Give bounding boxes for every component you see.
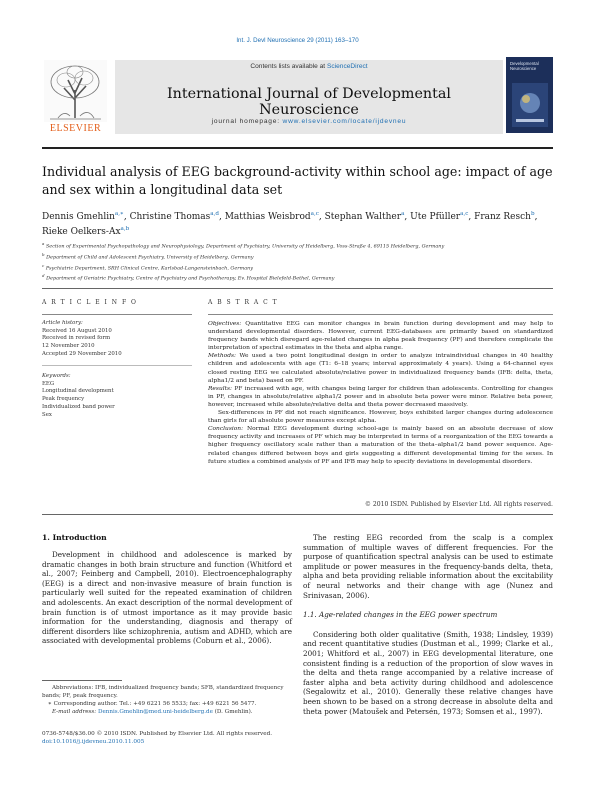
keywords-label: Keywords: xyxy=(42,373,71,379)
issn-line: 0736-5748/$36.00 © 2010 ISDN. Published by Elsevier Ltd. All rights reserved. xyxy=(42,731,273,737)
author[interactable]: Rieke Oelkers-Ax$^{a,b}$ xyxy=(42,226,130,237)
info-divider xyxy=(42,365,192,366)
email-link[interactable]: Dennis.Gmehlin@med.uni-heidelberg.de xyxy=(97,709,213,715)
right-column xyxy=(303,533,553,716)
author[interactable]: Dennis Gmehlin$^{a,∗}$ xyxy=(42,211,124,222)
abstract-results: Results: PF increased with age, with changes being larger for children than adolescents. Controlling for changes in PF, changes in absolute/relative alpha1/2 power and in absolute beta power were minor. Relative beta power, however, increased while absolute/relative delta and theta power decreased massively. xyxy=(208,385,553,408)
subsection-heading: 1.1. Age-related changes in the EEG power spectrum xyxy=(303,610,498,620)
journal-citation[interactable]: Int. J. Devl Neuroscience 29 (2011) 163–170 xyxy=(236,37,359,44)
keyword: Sex xyxy=(42,411,52,418)
abstract-objectives: Objectives: Quantitative EEG can monitor changes in brain function during development and may help to understand developmental disorders. However, current EEG-databases are primarily based on standardized frequency bands which disregard age-related changes in alpha peak frequency (PF) and therefore complicate the interpretation of spectral estimates in the theta and alpha range. xyxy=(208,321,553,352)
journal-cover-thumbnail[interactable] xyxy=(506,57,553,133)
author-list: Dennis Gmehlin$^{a,∗}$, Christine Thomas$^{a,d}$, Matthias Weisbrod$^{a,c}$, Stephan Walther$^a$, Ute Pfüller$^{a,c}$, Franz Resch$^b$, Rieke Oelkers-Ax$^{a,b}$ xyxy=(42,211,538,237)
history-item: Accepted 29 November 2010 xyxy=(42,350,122,357)
abstract-results-continued: Sex-differences in PF did not reach significance. However, boys exhibited larger changes during adolescence than girls for all absolute power measures except alpha. xyxy=(208,410,553,425)
doi-link[interactable]: doi:10.1016/j.ijdevneu.2010.11.005 xyxy=(42,739,145,745)
abstract-bottom-rule xyxy=(42,514,553,515)
resting-eeg-paragraph: The resting EEG recorded from the scalp is a complex summation of multiple waves of different frequencies. For the purpose of quantification spectral analysis can be used to estimate amplitude or power measures in the frequency-bands delta, theta, alpha and beta providing reliable information about the excitability of neural networks and their change with age (Nunez and Srinivasan, 2006). xyxy=(303,533,553,600)
history-item: 12 November 2010 xyxy=(42,343,95,350)
affiliation: $^a$ Section of Experimental Psychopathology and Neurophysiology, Department of Psychiatry, University of Heidelberg, Voss-Straße 4, 69115 Heidelberg, Germany xyxy=(42,241,445,250)
info-rule xyxy=(42,314,192,315)
keyword: Peak frequency xyxy=(42,396,85,403)
footnotes xyxy=(42,684,294,716)
contents-line xyxy=(115,63,503,70)
author[interactable]: Matthias Weisbrod$^{a,c}$ xyxy=(224,211,319,222)
sciencedirect-link[interactable]: ScienceDirect xyxy=(326,63,368,70)
contents-prefix: Contents lists available at xyxy=(250,63,327,70)
keyword: EEG xyxy=(42,380,55,387)
author[interactable]: Stephan Walther$^a$ xyxy=(324,211,405,222)
author[interactable]: Christine Thomas$^{a,d}$ xyxy=(129,211,219,222)
power-spectrum-paragraph: Considering both older qualitative (Smith, 1938; Lindsley, 1939) and recent quantitative studies (Dustman et al., 1999; Clarke et al., 2001; Whitford et al., 2007) in EEG developmental literature, one consistent finding is a reduction of the proportion of slow waves in the delta and theta range accompanied by a relative increase of faster alpha and beta activity during childhood and adolescence (Segalowitz et al., 2010). Generally these relative changes have been shown to be based on a strong decrease in absolute delta and theta power (Matoušek and Petersén, 1973; Somsen et al., 1997). xyxy=(303,629,553,716)
cover-image xyxy=(512,83,548,127)
affiliation: $^d$ Department of Geriatric Psychiatry, Centre of Psychiatry and Psychotherapy, Ev. Hospital Bielefeld-Bethel, Germany xyxy=(42,273,335,283)
homepage-prefix: journal homepage: xyxy=(211,118,283,125)
article-info-heading: A R T I C L E I N F O xyxy=(42,299,138,306)
cover-title: Developmental Neuroscience xyxy=(510,61,539,71)
affiliation: $^c$ Psychiatric Department, SRH Clinical Centre, Karlsbad-Langensteinbach, Germany xyxy=(42,262,254,272)
history-item: Received in revised form xyxy=(42,335,111,342)
affiliations xyxy=(42,240,562,283)
article-title: Individual analysis of EEG background-activity within school age: impact of age and sex within a longitudinal data set xyxy=(42,164,553,197)
journal-title: International Journal of Developmental Neuroscience xyxy=(167,86,451,118)
footnote-rule xyxy=(42,680,122,681)
section-heading-introduction: 1. Introduction xyxy=(42,533,107,542)
author[interactable]: Franz Resch$^b$ xyxy=(474,211,535,222)
journal-homepage xyxy=(115,118,503,125)
history-label: Article history: xyxy=(42,320,83,326)
elsevier-wordmark: ELSEVIER xyxy=(49,123,102,134)
header-rule xyxy=(42,147,553,149)
history-item: Received 16 August 2010 xyxy=(42,327,112,334)
copyright-line: © 2010 ISDN. Published by Elsevier Ltd. All rights reserved. xyxy=(364,501,553,508)
abstract-heading: A B S T R A C T xyxy=(208,299,279,306)
homepage-link[interactable]: www.elsevier.com/locate/ijdevneu xyxy=(282,118,407,125)
affiliation-rule xyxy=(42,288,553,289)
abstract-rule xyxy=(208,314,553,315)
abstract-methods: Methods: We used a two point longitudinal design in order to analyze intraindividual changes in 40 healthy children and adolescents with age (T1: 6–18 years; interval approximately 4 years). Using a 64-channel eyes closed resting EEG we calculated absolute/relative power in individualized frequency bands (IFB: delta, theta, alpha1/2 and beta) based on PF. xyxy=(208,353,553,384)
elsevier-tree-logo xyxy=(44,60,107,132)
abstract-conclusion: Conclusion: Normal EEG development during school-age is mainly based on an absolute decrease of slow frequency activity and increases of PF which may be interpreted in terms of a reorganization of the EEG towards a higher frequency oscillatory scale rather than a maturation of the theta–alpha1/2 band power sequence. Age-related changes differed between boys and girls suggesting a different developmental timing for the sexes. In future studies a combined analysis of PF and IFB may help to specify deviations in developmental disorders. xyxy=(208,426,554,465)
intro-paragraph: Development in childhood and adolescence is marked by dramatic changes in both brain structure and function (Whitford et al., 2007; Feinberg and Campbell, 2010). Electroencephalography (EEG) is a direct and non-invasive measure of brain function is particularly well suited for the repeated examination of children and adolescents. An exact description of the normal development of brain function is of utmost importance as it may provide basic information for the understanding, diagnosis and therapy of different disorders like schizophrenia, autism and ADHD, which are associated with developmental problems (Coburn et al., 2006). xyxy=(42,550,292,646)
keyword: Longitudinal development xyxy=(42,388,114,395)
author[interactable]: Ute Pfüller$^{a,c}$ xyxy=(410,211,469,222)
email-note: E-mail address: Dennis.Gmehlin@med.uni-heidelberg.de (D. Gmehlin). xyxy=(52,709,253,715)
page-footer xyxy=(42,730,342,746)
keywords xyxy=(42,373,192,419)
abbreviations-note: Abbreviations: IFB, individualized frequency bands; SFB, standardized frequency bands; PF, peak frequency. xyxy=(42,685,284,699)
keyword: Individualized band power xyxy=(42,403,115,410)
article-history xyxy=(42,320,192,359)
corresponding-author-note: ∗ Corresponding author. Tel.: +49 6221 56 5533; fax: +49 6221 56 5477. xyxy=(48,701,257,707)
affiliation: $^b$ Department of Child and Adolescent Psychiatry, University of Heidelberg, Germany xyxy=(42,251,254,261)
abstract-body xyxy=(208,320,553,466)
